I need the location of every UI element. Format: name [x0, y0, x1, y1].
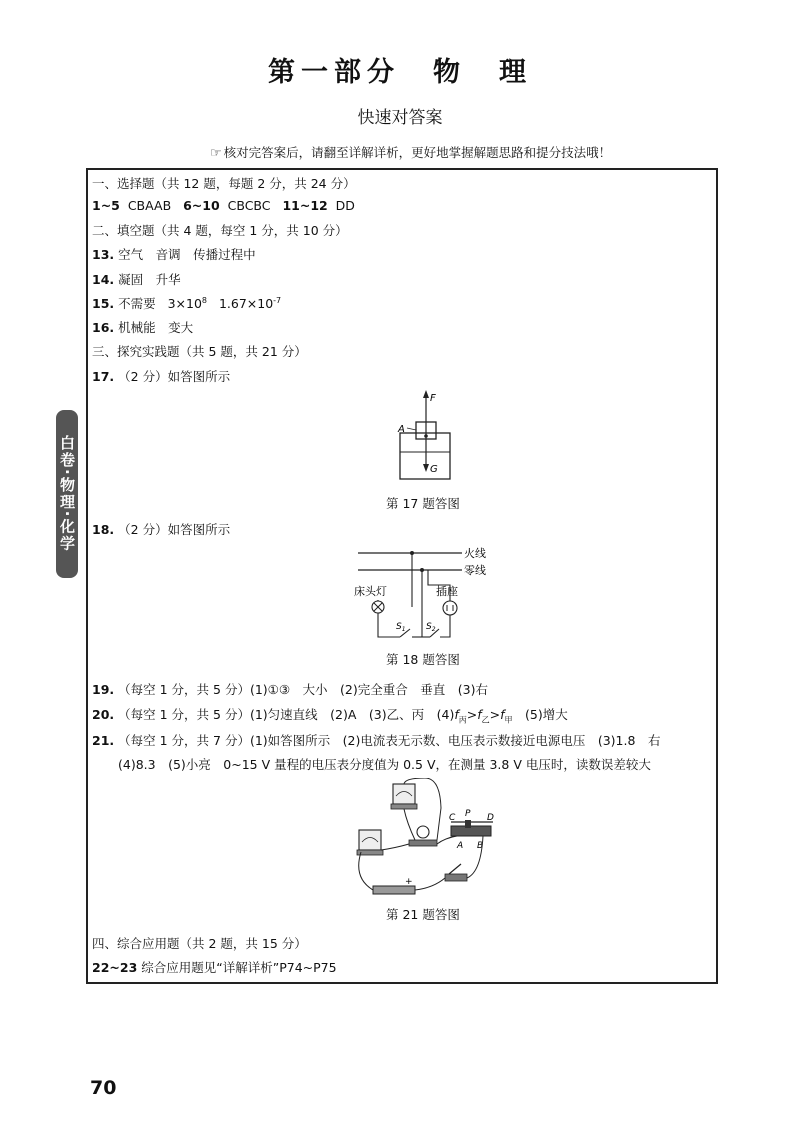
label-g: G	[430, 464, 438, 475]
label-socket: 插座	[436, 585, 458, 598]
ammeter-icon	[359, 830, 381, 850]
answer-text: DD	[335, 198, 355, 213]
answer-13	[92, 245, 256, 263]
arrow-head-up	[423, 390, 429, 398]
exponent: -7	[273, 295, 282, 305]
answer-text: （每空 1 分，共 5 分）(1)匀速直线 (2)A (3)乙、丙 (4)	[118, 707, 455, 722]
container-box	[400, 433, 450, 479]
label-plus: +	[405, 877, 413, 887]
figure-18-caption: 第 18 题答图	[386, 652, 460, 667]
side-tab: 白卷·物理·化学	[56, 410, 78, 578]
answer-21-line-1	[92, 731, 660, 749]
socket-circuit	[440, 615, 450, 637]
figure-17	[380, 388, 480, 488]
symbol-f: f	[454, 707, 459, 722]
answer-text: （2 分）如答图所示	[118, 522, 231, 537]
socket-icon	[443, 601, 457, 615]
voltmeter-base	[391, 804, 417, 809]
label-s2: $S_2$	[426, 622, 436, 633]
section-2-heading: 二、填空题（共 4 题，每空 1 分，共 10 分）	[92, 223, 348, 238]
hand-pointer-icon: ☞	[210, 146, 222, 161]
figure-21	[345, 778, 505, 900]
label-c: C	[449, 813, 456, 823]
answer-21-line-2: (4)8.3 (5)小亮 0~15 V 量程的电压表分度值为 0.5 V，在测量 3.8 V 电压时，读数误差较大	[118, 757, 651, 772]
q-num: 1~5	[92, 198, 120, 213]
symbol-f: f	[477, 707, 482, 722]
switch-blade	[449, 864, 461, 874]
q-num: 17.	[92, 369, 115, 384]
tip-line	[210, 143, 611, 161]
sub-title: 快速对答案	[357, 108, 443, 128]
answer-17	[92, 367, 230, 385]
answer-19	[92, 680, 488, 698]
voltmeter-icon	[393, 784, 415, 804]
q-num: 11~12	[282, 198, 328, 213]
wire	[415, 878, 445, 890]
label-a: A	[398, 424, 405, 435]
wire	[437, 836, 457, 844]
answer-text: 凝固 升华	[118, 272, 181, 287]
answer-20: 20. （每空 1 分，共 5 分）(1)匀速直线 (2)A (3)乙、丙 $(4)f_丙>f_乙>f_甲$ (5)增大	[92, 707, 568, 725]
answer-22-23	[92, 958, 337, 976]
answer-text: (5)增大	[512, 707, 568, 722]
battery-icon	[373, 886, 415, 894]
answer-15	[92, 294, 281, 312]
answer-text: CBAAB	[127, 198, 172, 213]
figure-18	[350, 545, 510, 647]
label-a: A	[457, 841, 464, 851]
answer-18	[92, 520, 230, 538]
tip-text: 核对完答案后，请翻至详解详析，更好地掌握解题思路和提分技法哦！	[223, 145, 612, 160]
answer-text: 不需要	[118, 296, 156, 311]
answer-text: CBCBC	[227, 198, 271, 213]
answer-text: 机械能 变大	[118, 320, 194, 335]
arrow-head-down	[423, 464, 429, 472]
wire	[359, 852, 373, 890]
label-d: D	[487, 813, 494, 823]
q-num: 14.	[92, 272, 115, 287]
wire	[404, 809, 415, 840]
part-title: 第一部分 物 理	[268, 57, 532, 88]
label-f: F	[430, 393, 436, 404]
label-p: P	[465, 809, 471, 819]
q-num: 18.	[92, 522, 115, 537]
label-lamp: 床头灯	[354, 585, 387, 598]
answer-text: 3×10	[167, 296, 202, 311]
symbol-f: f	[500, 707, 505, 722]
q-num: 19.	[92, 682, 115, 697]
q-num: 20.	[92, 707, 115, 722]
answer-text: （每空 1 分，共 7 分）(1)如答图所示 (2)电流表无示数、电压表示数接近电源电压 (3)1.8 右	[118, 733, 661, 748]
exponent: 8	[201, 295, 208, 305]
bulb-icon	[417, 826, 429, 838]
label-a-pointer	[407, 428, 416, 430]
answer-14	[92, 270, 181, 288]
label-live-wire: 火线	[464, 547, 486, 560]
section-4-heading: 四、综合应用题（共 2 题，共 15 分）	[92, 936, 307, 951]
q-num: 15.	[92, 296, 115, 311]
section-1-heading: 一、选择题（共 12 题，每题 2 分，共 24 分）	[92, 176, 356, 191]
figure-21-caption: 第 21 题答图	[386, 907, 460, 922]
label-b: B	[477, 841, 484, 851]
q-num: 13.	[92, 247, 115, 262]
rheostat-slider	[465, 820, 471, 828]
bulb-holder	[409, 840, 437, 846]
answer-text: 空气 音调 传播过程中	[118, 247, 256, 262]
label-s1: $S_1$	[396, 622, 406, 633]
subscript: 乙	[481, 715, 490, 725]
answer-text: 综合应用题见“详解详析”P74~P75	[141, 960, 337, 975]
switch-icon	[445, 874, 467, 881]
q-num: 16.	[92, 320, 115, 335]
q-num: 21.	[92, 733, 115, 748]
wire	[381, 844, 409, 850]
answer-text: （2 分）如答图所示	[118, 369, 231, 384]
subscript: 丙	[458, 715, 467, 725]
section-3-heading: 三、探究实践题（共 5 题，共 21 分）	[92, 344, 307, 359]
answer-1-12	[92, 198, 355, 213]
figure-17-caption: 第 17 题答图	[386, 496, 460, 511]
page-number: 70	[90, 1077, 117, 1099]
answer-16	[92, 318, 193, 336]
label-neutral-wire: 零线	[464, 564, 486, 577]
q-num: 6~10	[183, 198, 220, 213]
answer-text: 1.67×10	[218, 296, 274, 311]
subscript: 甲	[504, 715, 513, 725]
answer-text: （每空 1 分，共 5 分）(1)①③ 大小 (2)完全重合 垂直 (3)右	[118, 682, 488, 697]
q-num: 22~23	[92, 960, 138, 975]
